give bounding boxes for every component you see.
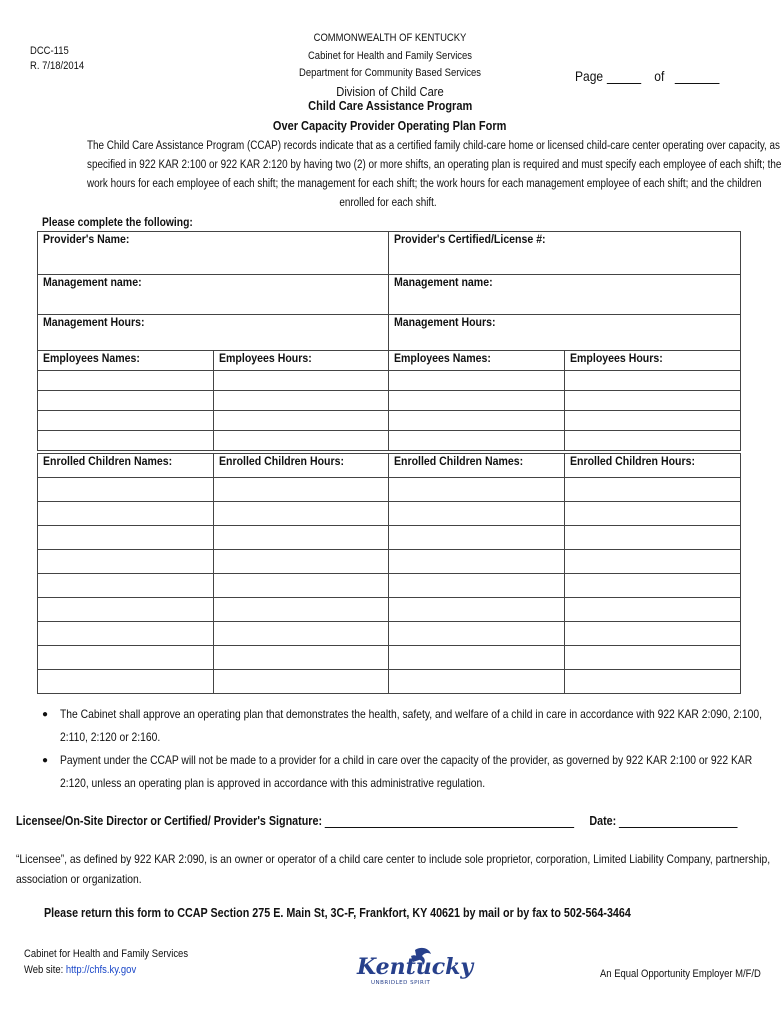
management-name-field-1[interactable] (38, 275, 389, 315)
employee-cell[interactable] (38, 391, 214, 411)
management-name-field-2[interactable] (389, 275, 741, 315)
children-hours-header-1 (213, 454, 389, 478)
children-names-header-2 (389, 454, 565, 478)
employees-hours-header-2 (565, 351, 741, 371)
employees-names-header-1 (38, 351, 214, 371)
employee-cell[interactable] (38, 411, 214, 431)
employee-cell[interactable] (38, 431, 214, 451)
equal-opportunity-statement: An Equal Opportunity Employer M/F/D (600, 968, 761, 980)
child-cell[interactable] (389, 574, 565, 598)
child-cell[interactable] (213, 598, 389, 622)
child-cell[interactable] (38, 646, 214, 670)
instructions-heading: Please complete the following: (42, 215, 193, 229)
bullet-item-1 (40, 703, 763, 749)
children-names-header-1 (38, 454, 214, 478)
child-cell[interactable] (38, 574, 214, 598)
child-cell[interactable] (565, 550, 741, 574)
kentucky-logo (355, 944, 474, 990)
child-cell[interactable] (38, 622, 214, 646)
provider-table (37, 231, 741, 451)
website-label: Web site: (24, 964, 64, 976)
of-label: of (654, 68, 665, 84)
program-title-text: Child Care Assistance Program (307, 99, 473, 113)
management-name-label-1: Management name: (43, 275, 142, 289)
form-title (200, 119, 580, 133)
licensee-definition-line-1: “Licensee”, as defined by 922 KAR 2:090, is an owner or operator of a child care center to include sole proprietor, corporation, Limited Liability Company, partnership, (16, 852, 771, 866)
management-hours-field-1[interactable] (38, 315, 389, 351)
bullet-icon: ● (42, 755, 49, 766)
intro-line-4: enrolled for each shift. (339, 197, 437, 209)
bullet-2-line-2: 2:120, unless an operating plan is approved in accordance with this administrative regulation. (60, 776, 486, 790)
logo-tagline: UNBRIDLED SPIRIT (371, 980, 431, 986)
employee-cell[interactable] (389, 371, 565, 391)
child-cell[interactable] (213, 646, 389, 670)
employee-cell[interactable] (565, 371, 741, 391)
employees-names-label-2: Employees Names: (394, 351, 492, 365)
bullet-icon: ● (42, 709, 49, 720)
page-count (575, 68, 719, 84)
employee-cell[interactable] (213, 391, 389, 411)
child-cell[interactable] (389, 622, 565, 646)
employee-cell[interactable] (565, 431, 741, 451)
child-cell[interactable] (389, 670, 565, 694)
licensee-definition (16, 849, 771, 889)
children-hours-header-2 (565, 454, 741, 478)
header-department: Department for Community Based Services (299, 67, 481, 79)
child-cell[interactable] (213, 526, 389, 550)
license-number-label: Provider's Certified/License #: (394, 232, 547, 246)
form-revision: R. 7/18/2014 (30, 60, 85, 72)
child-cell[interactable] (565, 574, 741, 598)
return-instructions: Please return this form to CCAP Section 275 E. Main St, 3C-F, Frankfort, KY 40621 by mail or by fax to 502-564-3464 (44, 906, 631, 920)
employee-cell[interactable] (565, 411, 741, 431)
signature-label: Licensee/On-Site Director or Certified/ Provider's Signature: (16, 814, 323, 828)
child-cell[interactable] (389, 502, 565, 526)
header-division: Division of Child Care (336, 83, 444, 99)
child-cell[interactable] (38, 478, 214, 502)
providers-name-label: Provider's Name: (43, 232, 130, 246)
management-hours-field-2[interactable] (389, 315, 741, 351)
child-cell[interactable] (213, 502, 389, 526)
management-hours-label-1: Management Hours: (43, 315, 145, 329)
kentucky-logo-icon (355, 944, 474, 990)
child-cell[interactable] (565, 646, 741, 670)
child-cell[interactable] (213, 574, 389, 598)
child-cell[interactable] (213, 550, 389, 574)
management-name-label-2: Management name: (394, 275, 494, 289)
child-cell[interactable] (565, 598, 741, 622)
intro-line-3: work hours for each employee of each shift; the management for each shift; the work hours for each management employee of each shift; and the children (87, 178, 762, 190)
child-cell[interactable] (565, 478, 741, 502)
footer-contact (24, 946, 215, 978)
conditions-list (40, 703, 763, 795)
program-title (200, 99, 580, 113)
management-hours-label-2: Management Hours: (394, 315, 497, 329)
child-cell[interactable] (565, 502, 741, 526)
page-number-blank[interactable] (606, 69, 640, 84)
child-cell[interactable] (389, 526, 565, 550)
providers-name-field[interactable] (38, 232, 389, 275)
intro-paragraph (38, 137, 781, 213)
form-title-text: Over Capacity Provider Operating Plan Form (273, 119, 507, 133)
signature-blank[interactable] (325, 813, 574, 828)
footer-cabinet: Cabinet for Health and Family Services (24, 948, 189, 960)
signature-line (16, 813, 738, 828)
child-cell[interactable] (565, 670, 741, 694)
children-table (37, 453, 741, 694)
child-cell[interactable] (213, 478, 389, 502)
license-number-field[interactable] (389, 232, 741, 275)
employees-hours-header-1 (213, 351, 389, 371)
employee-cell[interactable] (565, 391, 741, 411)
page-label: Page (575, 68, 604, 84)
bullet-1-line-1: The Cabinet shall approve an operating plan that demonstrates the health, safety, and welfare of a child in care in accordance with 922 KAR 2:090, 2:100, (60, 707, 763, 721)
child-cell[interactable] (38, 550, 214, 574)
bullet-2-line-1: Payment under the CCAP will not be made to a provider for a child in care over the capacity of the provider, as governed by 922 KAR 2:100 or 922 KAR (60, 753, 753, 767)
child-cell[interactable] (38, 526, 214, 550)
employees-names-label-1: Employees Names: (43, 351, 140, 365)
logo-wordmark: Kentucky (357, 954, 474, 980)
employees-hours-label-2: Employees Hours: (570, 351, 663, 365)
child-cell[interactable] (389, 646, 565, 670)
bullet-1-line-2: 2:110, 2:120 or 2:160. (60, 730, 161, 744)
website-link[interactable]: http://chfs.ky.gov (65, 964, 137, 976)
employee-cell[interactable] (213, 431, 389, 451)
date-label: Date: (589, 814, 617, 828)
form-number: DCC-115 (30, 45, 69, 57)
employee-cell[interactable] (213, 411, 389, 431)
child-cell[interactable] (389, 598, 565, 622)
bullet-item-2 (40, 749, 753, 795)
children-names-label-2: Enrolled Children Names: (394, 454, 524, 468)
employee-cell[interactable] (38, 371, 214, 391)
intro-line-2: specified in 922 KAR 2:100 or 922 KAR 2:120 by having two (2) or more shifts, an operating plan is required and must specify each employee of each shift; the (87, 159, 781, 171)
child-cell[interactable] (389, 478, 565, 502)
employee-cell[interactable] (389, 431, 565, 451)
employee-cell[interactable] (389, 391, 565, 411)
child-cell[interactable] (38, 670, 214, 694)
children-hours-label-1: Enrolled Children Hours: (218, 454, 344, 468)
child-cell[interactable] (213, 622, 389, 646)
agency-header (200, 30, 580, 100)
intro-line-1: The Child Care Assistance Program (CCAP) records indicate that as a certified family child-care home or licensed child-care center operating over capacity, as (87, 140, 780, 152)
licensee-definition-line-2: association or organization. (16, 872, 142, 886)
children-hours-label-2: Enrolled Children Hours: (570, 454, 696, 468)
child-cell[interactable] (565, 526, 741, 550)
child-cell[interactable] (38, 502, 214, 526)
employees-names-header-2 (389, 351, 565, 371)
child-cell[interactable] (389, 550, 565, 574)
employees-hours-label-1: Employees Hours: (218, 351, 312, 365)
header-cabinet: Cabinet for Health and Family Services (307, 49, 473, 62)
page-total-blank[interactable] (674, 69, 719, 84)
date-blank[interactable] (619, 813, 738, 828)
child-cell[interactable] (565, 622, 741, 646)
employee-cell[interactable] (389, 411, 565, 431)
children-names-label-1: Enrolled Children Names: (43, 454, 173, 468)
header-state: COMMONWEALTH OF KENTUCKY (313, 32, 467, 44)
form-code (30, 44, 93, 74)
child-cell[interactable] (213, 670, 389, 694)
employee-cell[interactable] (213, 371, 389, 391)
child-cell[interactable] (38, 598, 214, 622)
footer-website (24, 962, 188, 978)
